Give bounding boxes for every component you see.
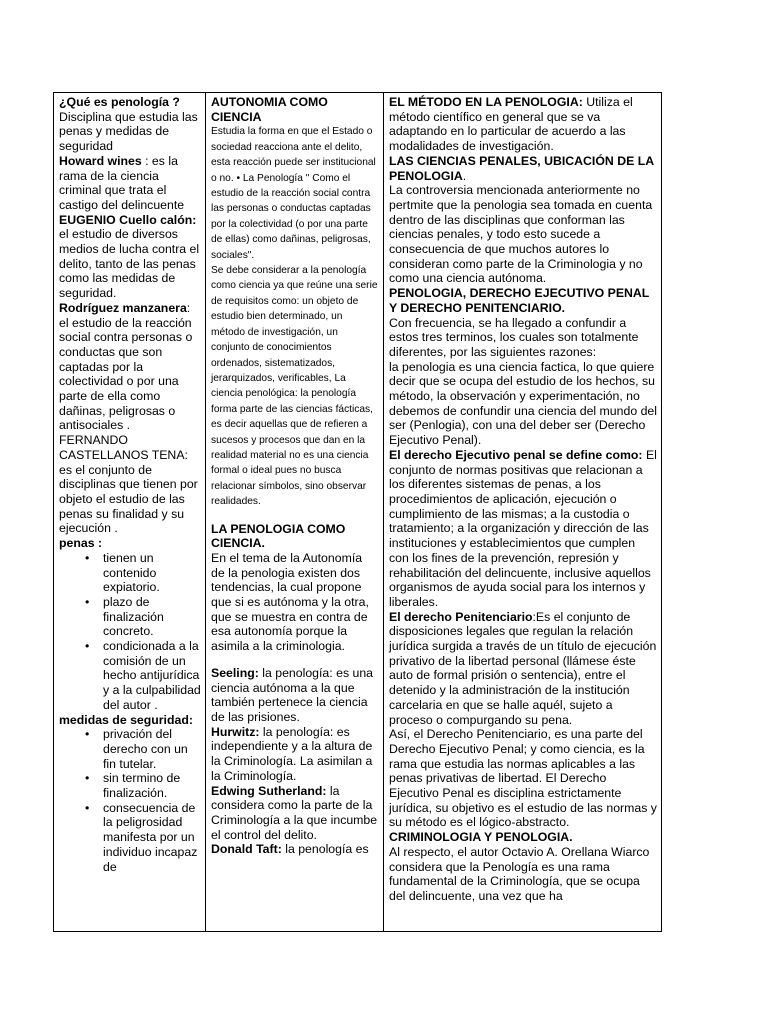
three-column-table xyxy=(53,92,662,932)
list-item: • consecuencia de la peligrosidad manifesta por un individuo incapaz de xyxy=(69,801,201,875)
asi-paragraph: Así, el Derecho Penitenciario, es una parte del Derecho Ejecutivo Penal; y como ciencia, es la rama que estudia las normas aplicables a las penas privativas de libertad. El Derecho Ejecutivo Penal es disciplina estrictamente jurídica, su objetivo es el estudio de las normas y su método es el lógico-abstracto. xyxy=(389,727,657,830)
list-item: • sin termino de finalización. xyxy=(69,771,201,800)
penitenciario-paragraph: El derecho Penitenciario:Es el conjunto de disposiciones legales que regulan la relación jurídica surgida a través de un título de ejecución privativo de la libertad personal (llámese éste auto de formal prisión o sentencia), entre el detenido y la administración de la institución carcelaria en que se halle aquél, sujeto a proceso o compurgando su pena. xyxy=(389,609,657,727)
list-item: • plazo de finalización concreto. xyxy=(69,595,201,639)
taft-paragraph: Donald Taft: la penología es xyxy=(211,842,369,857)
ciencias-penales-heading: LAS CIENCIAS PENALES, UBICACIÓN DE LA PENOLOGIA. xyxy=(389,153,654,183)
column-metodo xyxy=(384,93,662,932)
sutherland-paragraph: Edwing Sutherland: la considera como la parte de la Criminología a la que incumbe el control del delito. xyxy=(211,783,378,842)
list-item: • tienen un contenido expiatorio. xyxy=(69,551,201,595)
derecho-paragraph-2: la penologia es una ciencia factica, lo que quiere decir que se ocupa del estudio de los hechos, su método, la observación y experimentación, no debemos de confundir una ciencia del mundo del ser (Penlogia), con una del deber ser (Derecho Ejecutivo Penal). xyxy=(389,359,657,448)
ejecutivo-paragraph: El derecho Ejecutivo penal se define como: El conjunto de normas positivas que relacionan a los diferentes sistemas de penas, a los procedimientos de aplicación, ejecución o cumplimiento de las mismas; a la custodia o tratamiento; a la organización y dirección de las instituciones y establecimientos que cumplen con los fines de la prevención, represión y rehabilitación del delincuente, inclusive aquellos organismos de ayuda social para los internos y liberales. xyxy=(389,447,657,609)
spacer xyxy=(211,654,379,666)
tendencias-paragraph: En el tema de la Autonomía de la penologia existen dos tendencias, la cual propone que si es autónoma y la otra, que se muestra en contra de esa autonomía porque la asimila a la criminologia. xyxy=(211,550,369,654)
penologia-question: ¿Qué es penología ? xyxy=(59,95,180,109)
hurwitz-paragraph: Hurwitz: la penología: es independiente y a la altura de la Criminología. La asimilan a la Criminología. xyxy=(211,724,373,783)
penas-label: penas : xyxy=(59,536,103,551)
howard-wines-definition: Howard wines : es la rama de la ciencia criminal que trata el castigo del delincuente xyxy=(59,153,185,212)
column-definitions xyxy=(54,93,206,932)
penologia-definition: Disciplina que estudia las penas y medidas de seguridad xyxy=(59,109,198,154)
medidas-label: medidas de seguridad: xyxy=(59,712,193,727)
ciencias-penales-paragraph: La controversia mencionada anteriormente no pertmite que la penologia sea tomada en cuenta dentro de las disciplinas que conforman las ciencias penales, y todo esto sucede a consecuencia de que muchos autores lo consideran como parte de la Criminologia y no como una ciencia autónoma. xyxy=(389,183,653,286)
derecho-heading: PENOLOGIA, DERECHO EJECUTIVO PENAL Y DERECHO PENITENCIARIO. xyxy=(389,286,650,315)
derecho-paragraph-1: Con frecuencia, se ha llegado a confundir a estos tres terminos, los cuales son totalmente diferentes, por las siguientes razones: xyxy=(389,315,639,359)
criminologia-paragraph: Al respecto, el autor Octavio A. Orellana Wiarco considera que la Penología es una rama fundamental de la Criminología, que se ocupa del delincuente, una vez que ha xyxy=(389,844,650,903)
spacer xyxy=(211,510,379,522)
penas-list xyxy=(59,551,201,713)
autonomia-heading: AUTONOMIA COMO CIENCIA xyxy=(211,95,328,124)
medidas-list xyxy=(59,727,201,874)
rodriguez-manzanera-definition: Rodríguez manzanera: el estudio de la reacción social contra personas o conductas que son captadas por la colectividad o por una parte de ella como dañinas, peligrosas o antisociales . xyxy=(59,300,193,433)
criminologia-heading: CRIMINOLOGIA Y PENOLOGIA. xyxy=(389,830,573,845)
penologia-ciencia-heading: LA PENOLOGIA COMO CIENCIA. xyxy=(211,521,346,551)
column-autonomia xyxy=(206,93,384,932)
castellanos-tena-definition: FERNANDO CASTELLANOS TENA: es el conjunto de disciplinas que tienen por objeto el estudio de las penas su finalidad y su ejecución . xyxy=(59,433,198,536)
cuello-calon-definition: EUGENIO Cuello calón: el estudio de diversos medios de lucha contra el delito, tanto de las penas como las medidas de seguridad. xyxy=(59,212,200,301)
autonomia-paragraph-1: Estudia la forma en que el Estado o sociedad reacciona ante el delito, esta reacción puede ser institucional o no. • La Penología " Como el estudio de la reacción social contra las personas o conductas captadas por la colectividad (o por una parte de ellas) como dañinas, peligrosas, sociales". xyxy=(211,126,376,261)
seeling-paragraph: Seeling: la penología: es una ciencia autónoma a la que también pertenece la ciencia de las prisiones. xyxy=(211,665,374,724)
list-item: • condicionada a la comisión de un hecho antijurídica y a la culpabilidad del autor . xyxy=(69,639,201,713)
metodo-paragraph: EL MÉTODO EN LA PENOLOGIA: Utiliza el método científico en general que se va adaptando en lo particular de acuerdo a las modalidades de investigación. xyxy=(389,95,633,154)
list-item: • privación del derecho con un fin tutelar. xyxy=(69,727,201,771)
autonomia-paragraph-2: Se debe considerar a la penología como ciencia ya que reúne una serie de requisitos como: un objeto de estudio bien determinado, un método de investigación, un conjunto de conocimientos ordenados, sistematizados, jerarquizados, verificables, La ciencia penológica: la penología forma parte de las ciencias fácticas, es decir aquellas que de refieren a sucesos y procesos que dan en la realidad material no es una ciencia formal o ideal pues no busca relacionar símbolos, sino observar realidades. xyxy=(211,265,378,508)
